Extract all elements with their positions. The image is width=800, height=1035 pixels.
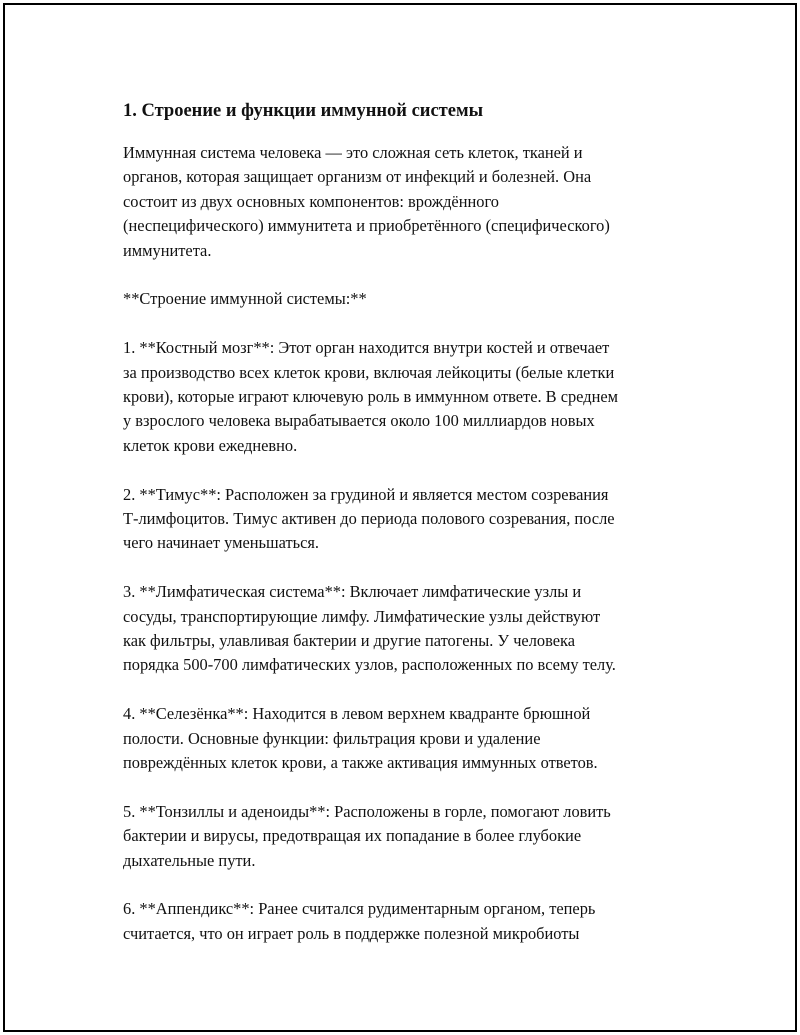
text-line: крови), которые играют ключевую роль в иммунном ответе. В среднем (123, 387, 618, 407)
document-body (123, 99, 693, 971)
paragraph (123, 483, 693, 556)
text-line: 6. **Аппендикс**: Ранее считался рудиментарным органом, теперь (123, 899, 596, 919)
text-line: дыхательные пути. (123, 850, 256, 870)
paragraph (123, 897, 693, 946)
section-heading: 1. Строение и функции иммунной системы (123, 101, 484, 121)
text-line: Иммунная система человека — это сложная сеть клеток, тканей и (123, 143, 583, 162)
paragraph (123, 141, 693, 263)
text-line: иммунитета. (123, 240, 212, 260)
text-line: 4. **Селезёнка**: Находится в левом верхнем квадранте брюшной (123, 704, 591, 724)
paragraph (123, 800, 693, 873)
text-line: чего начинает уменьшаться. (123, 533, 320, 553)
paragraph (123, 336, 693, 458)
text-line: сосуды, транспортирующие лимфу. Лимфатические узлы действуют (123, 606, 601, 626)
text-line: порядка 500-700 лимфатических узлов, расположенных по всему телу. (123, 655, 616, 675)
text-line: считается, что он играет роль в поддержке полезной микробиоты (123, 923, 580, 943)
text-line: бактерии и вирусы, предотвращая их попадание в более глубокие (123, 826, 582, 846)
paragraph-list (123, 141, 693, 946)
text-line: органов, которая защищает организм от инфекций и болезней. Она (123, 167, 592, 187)
text-line: полости. Основные функции: фильтрация крови и удаление (123, 728, 541, 748)
text-line: 2. **Тимус**: Расположен за грудиной и является местом созревания (123, 484, 609, 504)
text-line: **Строение иммунной системы:** (123, 289, 367, 309)
page-frame (3, 3, 797, 1032)
text-line: за производство всех клеток крови, включая лейкоциты (белые клетки (123, 362, 615, 382)
text-line: как фильтры, улавливая бактерии и другие патогены. У человека (123, 631, 575, 651)
text-line: состоит из двух основных компонентов: врождённого (123, 191, 499, 211)
text-line: 1. **Костный мозг**: Этот орган находится внутри костей и отвечает (123, 338, 610, 358)
text-line: 3. **Лимфатическая система**: Включает лимфатические узлы и (123, 582, 582, 602)
paragraph (123, 702, 693, 775)
text-line: (неспецифического) иммунитета и приобретённого (специфического) (123, 216, 610, 236)
text-line: повреждённых клеток крови, а также активация иммунных ответов. (123, 753, 598, 773)
text-line: 5. **Тонзиллы и аденоиды**: Расположены в горле, помогают ловить (123, 801, 611, 821)
paragraph (123, 580, 693, 678)
text-line: у взрослого человека вырабатывается около 100 миллиардов новых (123, 411, 595, 431)
paragraph (123, 287, 693, 311)
text-line: клеток крови ежедневно. (123, 435, 298, 455)
text-line: Т-лимфоцитов. Тимус активен до периода полового созревания, после (123, 509, 615, 529)
